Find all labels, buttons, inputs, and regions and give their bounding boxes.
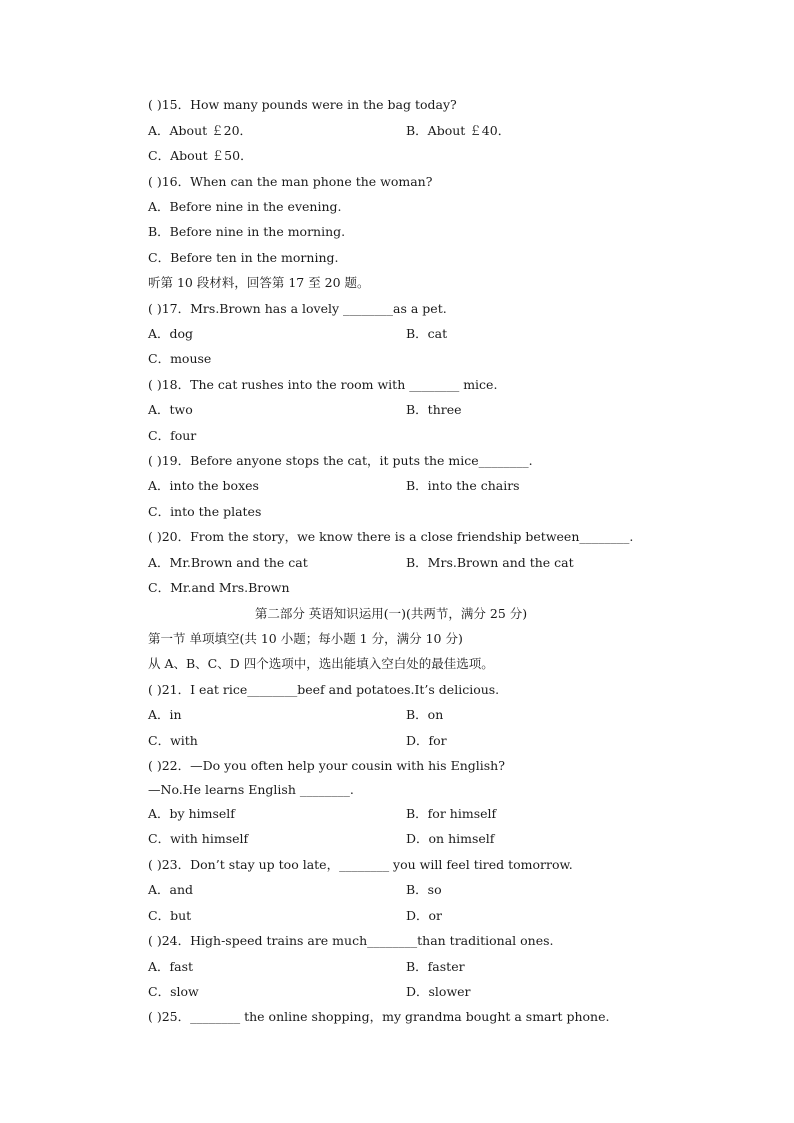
- question-21-options-row-2: [148, 731, 654, 751]
- option-c: C．About ￡50．: [148, 148, 253, 163]
- question-24-options-row-2: [148, 982, 654, 1002]
- question-22-options-row-1: [148, 804, 654, 824]
- option-d: D．for: [406, 733, 447, 748]
- question-23-stem: ( )23．Don’t stay up too late，________ you will feel tired tomorrow.: [148, 857, 573, 872]
- section-title: 第二部分 英语知识运用(一)(共两节，满分 25 分): [254, 606, 528, 621]
- option-a: A．by himself: [148, 806, 235, 821]
- option-b: B．on: [406, 707, 444, 722]
- option-d: D．on himself: [406, 831, 495, 846]
- option-b: B．for himself: [406, 806, 497, 821]
- question-24-stem: ( )24．High-speed trains are much________than traditional ones.: [148, 933, 554, 948]
- option-c: C．mouse: [148, 351, 212, 366]
- option-d: D．or: [406, 908, 443, 923]
- option-b: B．cat: [406, 326, 448, 341]
- option-b: B．faster: [406, 959, 465, 974]
- question-23-options-row-2: [148, 906, 654, 926]
- question-19-options-row-2: [148, 502, 654, 522]
- question-16-option-b: B．Before nine in the morning.: [148, 224, 346, 239]
- question-18-options-row-1: [148, 400, 654, 420]
- question-19-stem: ( )19．Before anyone stops the cat，it puts the mice________.: [148, 453, 533, 468]
- option-c: C．with himself: [148, 831, 249, 846]
- option-a: A．dog: [148, 326, 194, 341]
- question-19-options-row-1: [148, 476, 654, 496]
- option-a: A．in: [148, 707, 182, 722]
- option-b: B．About ￡40．: [406, 123, 511, 138]
- question-15-options-row-1: [148, 121, 654, 141]
- question-16-option-c: C．Before ten in the morning.: [148, 250, 339, 265]
- question-18-options-row-2: [148, 426, 654, 446]
- question-22-reply: —No.He learns English ________.: [148, 782, 354, 797]
- option-c: C．into the plates: [148, 504, 262, 519]
- option-a: A．and: [148, 882, 194, 897]
- question-18-stem: ( )18．The cat rushes into the room with ________ mice.: [148, 377, 498, 392]
- option-c: C．but: [148, 908, 192, 923]
- subsection-title: 第一节 单项填空(共 10 小题；每小题 1 分，满分 10 分): [148, 631, 463, 646]
- option-c: C．Mr.and Mrs.Brown: [148, 580, 290, 595]
- question-21-options-row-1: [148, 705, 654, 725]
- question-17-options-row-2: [148, 349, 654, 369]
- question-16-stem: ( )16．When can the man phone the woman?: [148, 174, 433, 189]
- option-a: A．into the boxes: [148, 478, 259, 493]
- option-a: A．fast: [148, 959, 194, 974]
- option-c: C．slow: [148, 984, 199, 999]
- option-b: B．Mrs.Brown and the cat: [406, 555, 574, 570]
- option-b: B．so: [406, 882, 442, 897]
- question-24-options-row-1: [148, 957, 654, 977]
- question-16-option-a: A．Before nine in the evening.: [148, 199, 342, 214]
- listening-instruction: 听第 10 段材料，回答第 17 至 20 题。: [148, 275, 370, 290]
- option-b: B．into the chairs: [406, 478, 520, 493]
- option-c: C．four: [148, 428, 197, 443]
- option-c: C．with: [148, 733, 198, 748]
- option-b: B．three: [406, 402, 462, 417]
- question-21-stem: ( )21．I eat rice________beef and potatoes.It’s delicious.: [148, 682, 500, 697]
- option-a: A．About ￡20．: [148, 123, 253, 138]
- option-d: D．slower: [406, 984, 471, 999]
- question-22-options-row-2: [148, 829, 654, 849]
- question-20-options-row-1: [148, 553, 654, 573]
- question-22-stem: ( )22．—Do you often help your cousin with his English?: [148, 758, 505, 773]
- question-17-stem: ( )17．Mrs.Brown has a lovely ________as a pet.: [148, 301, 447, 316]
- section-instruction: 从 A、B、C、D 四个选项中，选出能填入空白处的最佳选项。: [148, 656, 494, 671]
- question-15-options-row-2: [148, 146, 654, 166]
- question-25-stem: ( )25．________ the online shopping，my grandma bought a smart phone.: [148, 1009, 610, 1024]
- option-a: A．two: [148, 402, 193, 417]
- question-15-stem: ( )15．How many pounds were in the bag today?: [148, 97, 457, 112]
- option-a: A．Mr.Brown and the cat: [148, 555, 308, 570]
- question-20-stem: ( )20．From the story，we know there is a close friendship between________.: [148, 529, 634, 544]
- question-20-options-row-2: [148, 578, 654, 598]
- question-17-options-row-1: [148, 324, 654, 344]
- question-23-options-row-1: [148, 880, 654, 900]
